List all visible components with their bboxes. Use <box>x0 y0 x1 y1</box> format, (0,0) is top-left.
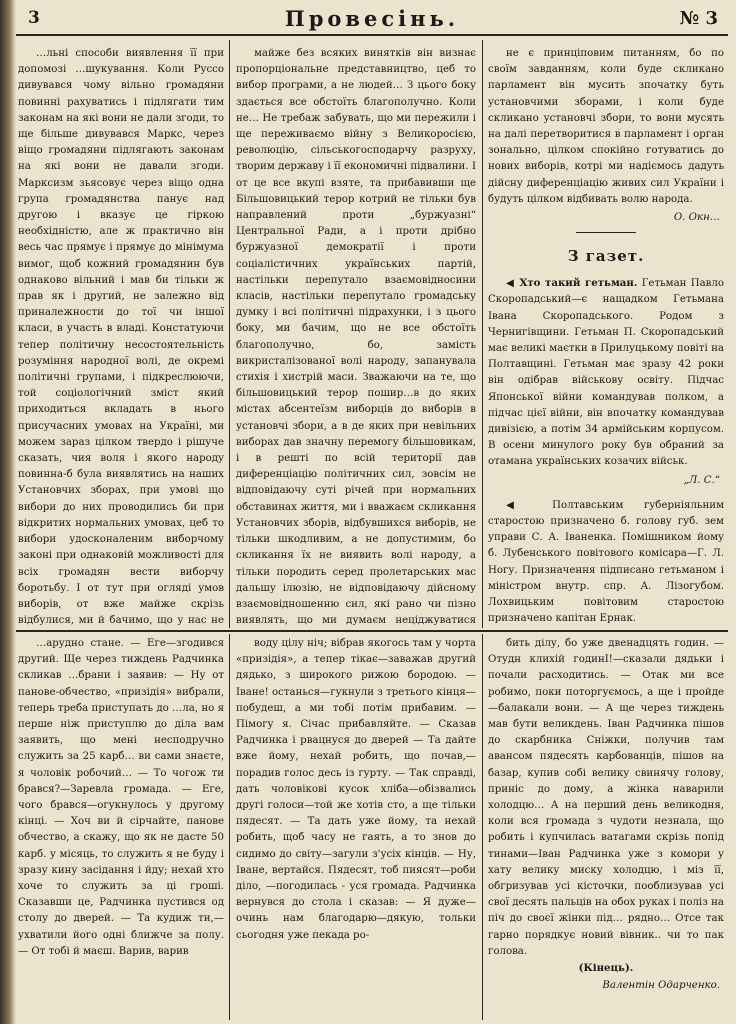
bullet-icon: ◀ <box>506 277 520 290</box>
top-column-1 <box>18 46 224 626</box>
top-column-2 <box>236 46 476 626</box>
news-item <box>488 275 724 489</box>
column-divider <box>482 40 483 628</box>
story-text: бить ділу, бо уже двенадцять годин. — Отудн клихій годинІ!—сказали дядьки і почали расходитись. — Отак ми все робимо, поки поторгуємось, а ще і пройде—балакали вони. — А ще через тиждень мав бути великдень. Іван Радчинка пішов до скарбника Сніжки, получив там авансом пядесять карбованців, пішов на базар, купив собі велику свинячу голову, приніс до дому, а жінка наварили холодцю… А на перший день великодня, коли вся громада з чудоти незнала, що робить і купчилась ватагами скрізь попід тинами—Іван Радчинка уже з комори у хату велику миску холодцю, і міз її, обгризував усі кісточки, пооблизував усі свої десять пальців на обох руках і поліз на піч до своєї жінки під… рядно… Отсе так гарно порядкує новий вівник.. чи то пак голова. <box>488 638 724 957</box>
page-header <box>16 4 728 36</box>
bottom-column-1 <box>18 636 224 1020</box>
column-divider <box>482 634 483 1020</box>
story-end-mark: (Кінець). <box>578 962 634 975</box>
story-author: Валентін Одарченко. <box>602 980 720 992</box>
article-text: майже без всяких винятків він визнає пропорціональне представництво, цеб то вибор програми, а не людей… З цього боку здається все обстоїть благополучно. Коли не… Не требаж забувать, що ми пережили і ще переживаємо війну з Великоросією, революцію, сільськогосподарчу разруху, творим державу і її економичні підвалини. І от це все вкупі взяте, та прибавивши ще Більшовицький терор котрий не тільки був направлений проти „буржуазні“ Центральної Ради, а і проти дрібно буржуазної демократії і проти соціалістичних українських партій, настільки перепутало взаємовідносини класів, настільки перепутало громадську думку і всі політичні підрахунки, і з цього боку, ми бачим, що не все обстоїть благополучно, бо, замість викристалізованої волі народу, запанувала стихія і хистрій маси. Зважаючи на те, що більшовицький терор пошир…в до яких містах абсентеїзм виборців до виборів в установчі збори, а в де яких при невільних виборах дав значну перемогу більшовикам, і в решті по всій території дав диференціацію політичних сил, зовсім не відповідаючу суті річей при нормальних обставинах життя, ми і вважаєм скликання Установчих зборів, відбувшихся виборів, не тільки шкодливим, а не допустимим, бо скликання їх не виявить волі народу, а тільки породить серед пролетарських мас дальшу ілюзію, не відповідаючу дійсному взаємовідношенню сил, які рано чи пізно виявлять, що ми думаєм неціджуватися <box>236 48 476 626</box>
page-number: 3 <box>28 8 40 28</box>
section-title: З газет. <box>567 247 645 266</box>
issue-number: № 3 <box>679 8 718 29</box>
section-separator <box>16 630 728 632</box>
news-item <box>488 497 724 626</box>
bottom-column-3 <box>488 636 724 1020</box>
newspaper-title: Провесінь. <box>284 6 460 31</box>
section-divider <box>576 232 636 233</box>
bullet-icon: ◀ <box>506 498 553 511</box>
column-divider <box>229 634 230 1020</box>
story-text: воду цілу ніч; вібрав якогось там у чорта «призідія», а тепер тікає—заважав другий дядько, з широкого рижою бородою. — Іване! останься—гукнули з третього кінця—побудеш, а ми тобі потім прибавим. — Пімогу я. Січас прибавляйте. — Сказав Радчинка і рвацнуся до дверей — Та дайте вже йому, нехай робить, що почав,—порадив голос десь із гурту. — Так справді, дать чоловікові кусок хліба—обізвались другі голоси—той же хотів сто, а ще тільки пядесят. — Та дать уже йому, та нехай робить, щоб часу не гаять, а то знов до сидимо до світу—загули з'усіх кінців. — Ну, Іване, вертайся. Пядесят, тоб пиясят—роби діло, —погодилась - уся громада. Радчинка вернувся до стола і сказав: — Я дуже—очинь нам благодарю—дякую, тольки сьогодня уже пекада ро- <box>236 638 476 941</box>
news-text: Гетьман Павло Скоропадський—є нащадком Гетьмана Івана Скоропадського. Родом з Чернигівщини. Гетьман П. Скоропадський має великі маєтки в Прилуцькому повіті на Полтавщині. Гетьман має зразу 42 роки він одібрав військову освіту. Підчас Японської війни командував полком, а підчас цієї війни, він впочатку командував дивізією, а потім 34 армійським корпусом. В осени минулого року був обраний за отамана українських козачих військ. <box>488 278 724 468</box>
news-text: Полтавським губерніяльним старостою призначено б. голову губ. зем управи С. А. Іваненка. Помішником йому б. Лубенського повітового комісара—Г. Л. Ногу. Призначення підписано гетьманом і міністром внутр. спр. А. Лізогубом. Лохвицьким повітовим старостою призначено капітан Ернак. <box>488 499 724 625</box>
story-text: …арудно стане. — Еге—згодився другий. Ще через тиждень Радчинка скликав …брани і заявив: — Ну от панове-обчество, «призідія» вибрали, теперь треба приступать до …ла, но я перше ніж приступлю до діла вам заявить, що мені несподручно служить за 25 карб… ви сами знаєте, я чоловік робочий… — То чогож ти брався?—Заревла громада. — Еге, чого брався—огукнулось у другому кінці. — Хоч ви й сірчайте, панове обчество, а скажу, що як не дасте 50 карб. у місяць, то служить я не буду і зразу кину засідання і йду; нехай хто хоче то служить за ці гроші. Сказавши це, Радчинка пустився од столу до дверей. — Та кудиж ти,—ухватили його одні ближче за полу. — От тобі й маєш. Варив, варив <box>18 638 224 957</box>
news-source: „Л. С.“ <box>683 474 720 486</box>
article-text: …льні способи виявлення її при допомозі …шукування. Коли Руссо дивувався чому вільно громадяни повинні рахуватись і підлягати тим законам на які вони не дали згоди, то ще більше дивувався Маркс, через віщо громадяни підлягають законам на які вони не давали згоди. Марксизм зьясовує через віщо одна група громадянства панує над другою і вказує це гіркою необхідністю, але ж практично він весь час прямує і прямує до мінімума вимог, щоб кожний громадянин був однаково вільний і мав би тільки ж прав як і другий, не залежно від приналежности до тої чи іншої класи, в участь в владі. Констатуючи тепер політичну несостоятельність розуміння народної волі, де окремі політичні групами, і підкреслюючи, той соціологічний зміст який приходиться вкладать в нього присучасних умовах на Україні, ми можем зараз цілком твердо і рішуче сказать, чия воля і якого народу повинна-б була виявлятись на наших Установчих зборах, при умові що вибори до них проводились би при відкритих нормальних умовах, цеб то вибори удосконаленим виборчому законі при однаковій можливості для всіх громадян вести виборчу боротьбу. І от тут при огляді умов виборів, от вже майже скрізь відбулися, ми й бачимо, що у нас не <box>18 48 224 626</box>
bottom-column-2 <box>236 636 476 1020</box>
article-signature: О. Окн… <box>673 212 720 224</box>
news-headline: Хто такий гетьман. <box>519 277 638 290</box>
page-binding-edge <box>0 0 16 1024</box>
top-column-3 <box>488 46 724 626</box>
column-divider <box>229 40 230 628</box>
article-text: не є принціповим питанням, бо по своїм завданням, коли буде скликано парламент він мусить зпочатку буть установчими зборами, і коли буде скликано установчі збори, то вони мусять на далі перетворитися в парламент і орган зонально, цілком спокійно готуватись до нових виборів, котрі ми надіємось дадуть дійсну диференціацію живих сил України і будуть цілком відбивать волю народа. <box>488 48 724 205</box>
